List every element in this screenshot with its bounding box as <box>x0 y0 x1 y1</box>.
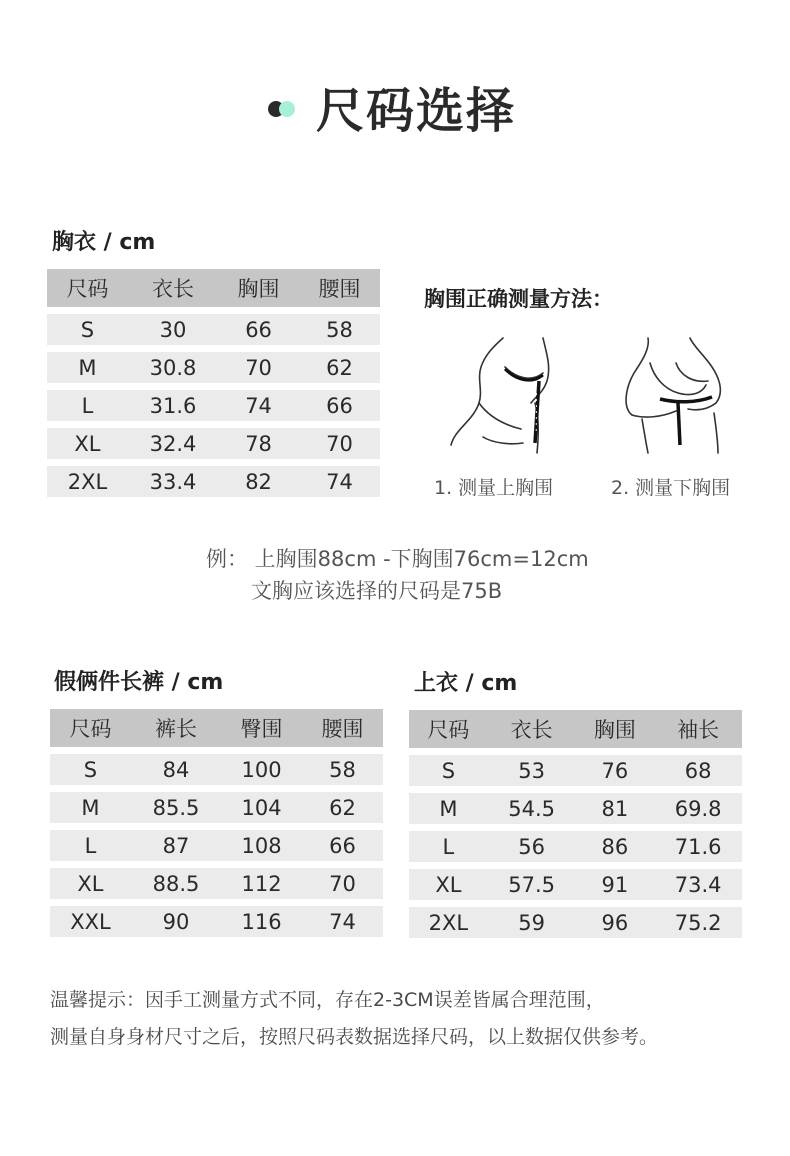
size-cell: M <box>50 792 131 823</box>
measure-upper-bust-illustration <box>443 333 573 455</box>
bra-size-table <box>47 262 380 504</box>
top-size-table <box>409 703 742 945</box>
value-cell: 66 <box>302 830 383 861</box>
top-section-title: 上衣 / cm <box>414 671 518 696</box>
value-cell: 90 <box>131 906 221 937</box>
value-cell: 58 <box>302 754 383 785</box>
value-cell: 112 <box>221 868 302 899</box>
table-header-row <box>50 709 383 747</box>
table-header-row <box>409 710 742 748</box>
value-cell: 30 <box>128 314 218 345</box>
table-row <box>50 868 383 899</box>
value-cell: 71.6 <box>654 831 742 862</box>
measure-method-title: 胸围正确测量方法： <box>424 287 613 311</box>
value-cell: 70 <box>218 352 299 383</box>
table-header-row <box>47 269 380 307</box>
header-cell: 腰围 <box>299 269 380 307</box>
header-cell: 尺码 <box>50 709 131 747</box>
header-cell: 袖长 <box>654 710 742 748</box>
size-cell: M <box>409 793 488 824</box>
title-dot-mint <box>279 101 295 117</box>
table-row <box>409 869 742 900</box>
value-cell: 56 <box>488 831 576 862</box>
step-under-bust-label: 2. 测量下胸围 <box>611 477 731 499</box>
table-row <box>47 352 380 383</box>
size-cell: L <box>409 831 488 862</box>
value-cell: 66 <box>299 390 380 421</box>
size-cell: XL <box>409 869 488 900</box>
value-cell: 70 <box>299 428 380 459</box>
page-title: 尺码选择 <box>316 83 517 139</box>
value-cell: 86 <box>575 831 654 862</box>
value-cell: 116 <box>221 906 302 937</box>
size-cell: L <box>47 390 128 421</box>
header-cell: 裤长 <box>131 709 221 747</box>
pants-size-table <box>50 702 383 944</box>
table-row <box>409 755 742 786</box>
value-cell: 74 <box>218 390 299 421</box>
value-cell: 75.2 <box>654 907 742 938</box>
table-row <box>409 793 742 824</box>
value-cell: 62 <box>299 352 380 383</box>
table-row <box>47 314 380 345</box>
table-row <box>50 792 383 823</box>
table-row <box>47 466 380 497</box>
value-cell: 84 <box>131 754 221 785</box>
value-cell: 74 <box>299 466 380 497</box>
size-cell: 2XL <box>409 907 488 938</box>
value-cell: 91 <box>575 869 654 900</box>
header-cell: 臀围 <box>221 709 302 747</box>
value-cell: 108 <box>221 830 302 861</box>
value-cell: 81 <box>575 793 654 824</box>
size-cell: M <box>47 352 128 383</box>
value-cell: 100 <box>221 754 302 785</box>
value-cell: 104 <box>221 792 302 823</box>
table-row <box>47 390 380 421</box>
size-cell: S <box>50 754 131 785</box>
pants-section-title: 假俩件长裤 / cm <box>54 670 224 695</box>
header-cell: 尺码 <box>409 710 488 748</box>
table-row <box>50 754 383 785</box>
value-cell: 88.5 <box>131 868 221 899</box>
value-cell: 32.4 <box>128 428 218 459</box>
table-row <box>50 830 383 861</box>
value-cell: 53 <box>488 755 576 786</box>
size-cell: S <box>47 314 128 345</box>
value-cell: 73.4 <box>654 869 742 900</box>
warm-tip-line-2: 测量自身身材尺寸之后，按照尺码表数据选择尺码，以上数据仅供参考。 <box>50 1026 659 1048</box>
value-cell: 62 <box>302 792 383 823</box>
table-row <box>50 906 383 937</box>
bra-section-title: 胸衣 / cm <box>52 230 156 255</box>
value-cell: 66 <box>218 314 299 345</box>
value-cell: 78 <box>218 428 299 459</box>
table-row <box>409 831 742 862</box>
warm-tip-line-1: 温馨提示：因手工测量方式不同，存在2-3CM误差皆属合理范围， <box>50 989 605 1011</box>
value-cell: 70 <box>302 868 383 899</box>
value-cell: 76 <box>575 755 654 786</box>
value-cell: 85.5 <box>131 792 221 823</box>
value-cell: 69.8 <box>654 793 742 824</box>
value-cell: 54.5 <box>488 793 576 824</box>
step-upper-bust-label: 1. 测量上胸围 <box>434 477 554 499</box>
size-cell: 2XL <box>47 466 128 497</box>
example-line-2: 文胸应该选择的尺码是75B <box>251 579 503 603</box>
size-cell: XXL <box>50 906 131 937</box>
value-cell: 87 <box>131 830 221 861</box>
header-cell: 胸围 <box>575 710 654 748</box>
header-cell: 衣长 <box>488 710 576 748</box>
value-cell: 31.6 <box>128 390 218 421</box>
header-cell: 胸围 <box>218 269 299 307</box>
value-cell: 58 <box>299 314 380 345</box>
value-cell: 96 <box>575 907 654 938</box>
table-row <box>47 428 380 459</box>
header-cell: 腰围 <box>302 709 383 747</box>
size-cell: XL <box>50 868 131 899</box>
size-cell: S <box>409 755 488 786</box>
value-cell: 74 <box>302 906 383 937</box>
example-line-1: 例： 上胸围88cm -下胸围76cm=12cm <box>206 547 589 571</box>
size-cell: L <box>50 830 131 861</box>
size-cell: XL <box>47 428 128 459</box>
value-cell: 68 <box>654 755 742 786</box>
value-cell: 82 <box>218 466 299 497</box>
value-cell: 33.4 <box>128 466 218 497</box>
value-cell: 57.5 <box>488 869 576 900</box>
value-cell: 30.8 <box>128 352 218 383</box>
value-cell: 59 <box>488 907 576 938</box>
header-cell: 衣长 <box>128 269 218 307</box>
example-note <box>206 543 589 607</box>
table-row <box>409 907 742 938</box>
header-cell: 尺码 <box>47 269 128 307</box>
measure-under-bust-illustration <box>620 333 750 455</box>
